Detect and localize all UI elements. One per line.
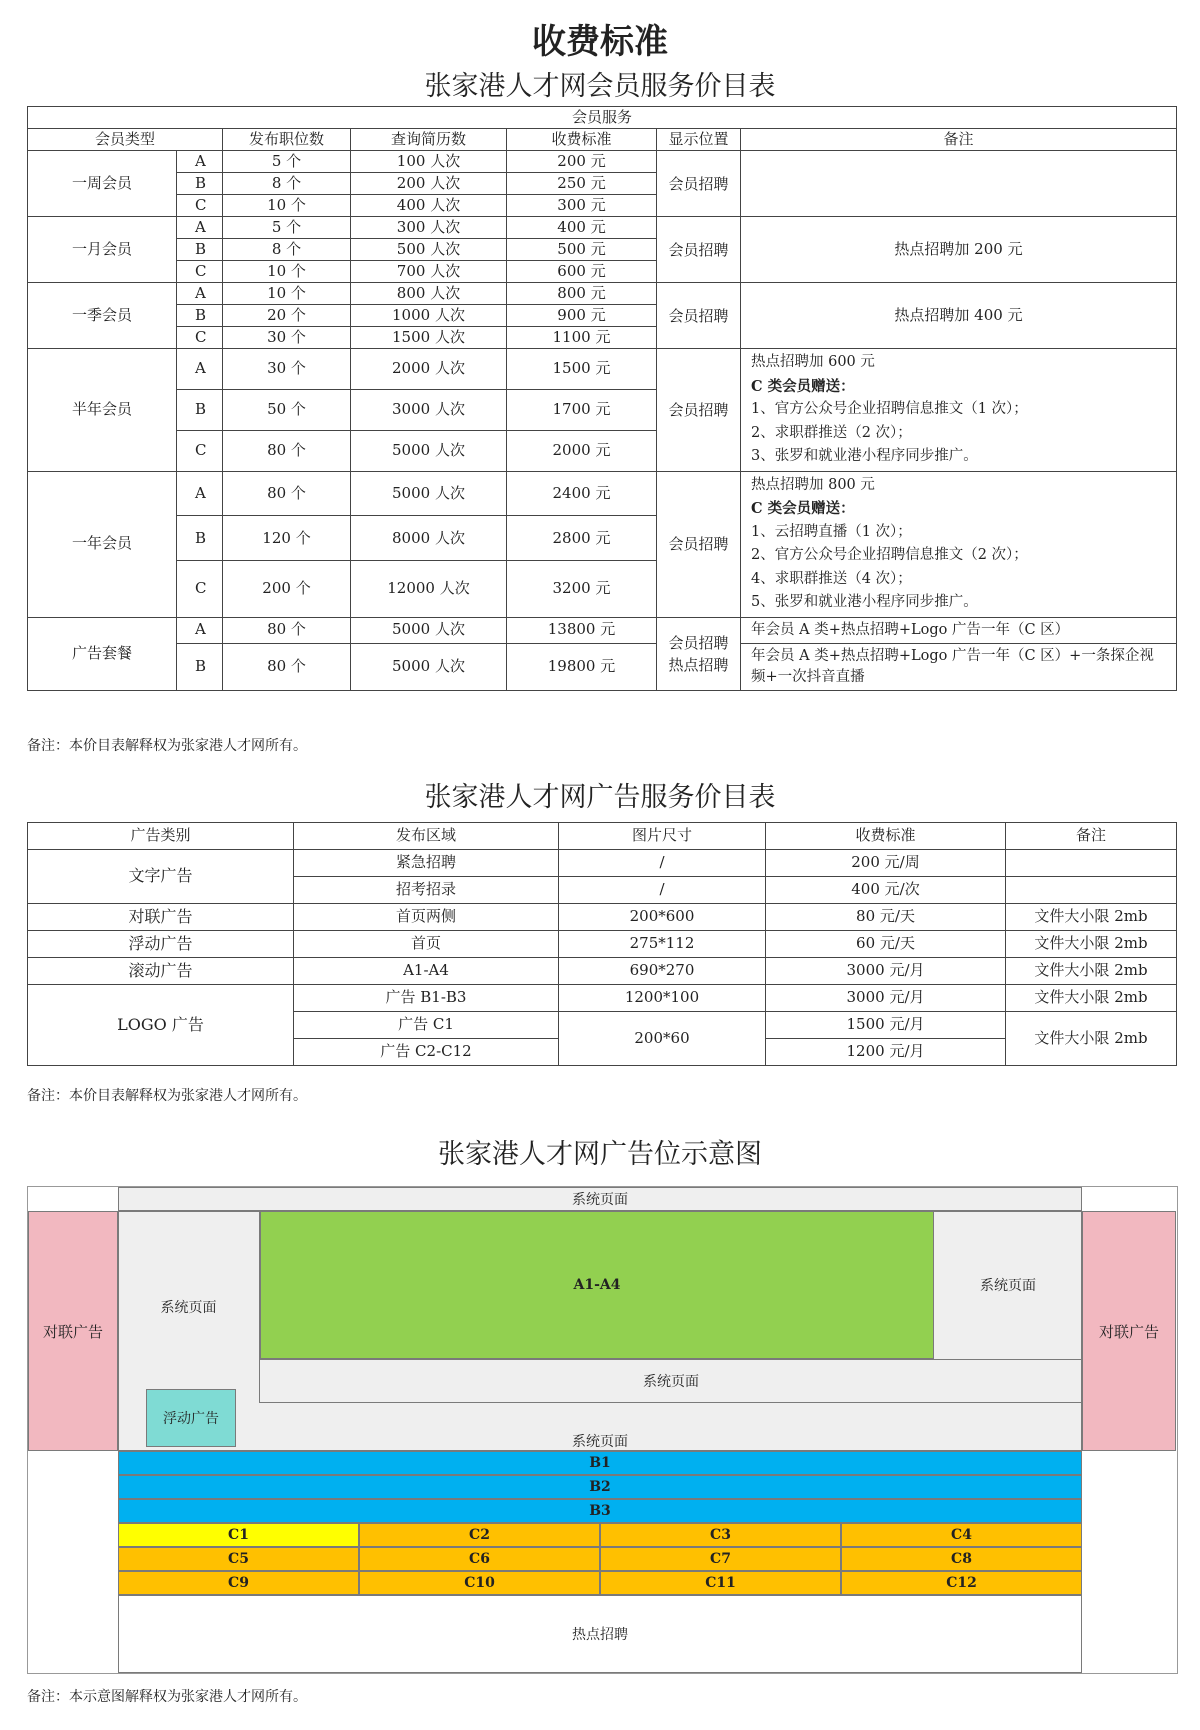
tier: C <box>177 430 223 471</box>
price: 200 元 <box>507 151 657 173</box>
couplet-ad-left: 对联广告 <box>28 1211 118 1451</box>
ad-category: 滚动广告 <box>28 958 294 985</box>
tier: A <box>177 617 223 643</box>
system-page-top: 系统页面 <box>118 1187 1082 1211</box>
price: 600 元 <box>507 261 657 283</box>
job-count: 8 个 <box>223 239 351 261</box>
job-count: 50 个 <box>223 389 351 430</box>
member-notes <box>741 217 1177 283</box>
ad-area: 广告 B1-B3 <box>294 985 559 1012</box>
price: 250 元 <box>507 173 657 195</box>
ad-size: / <box>559 850 766 877</box>
hot-recruit-area: 热点招聘 <box>118 1595 1082 1673</box>
ad-note: 文件大小限 2mb <box>1006 985 1177 1012</box>
c2-cell: C2 <box>359 1523 600 1547</box>
note-line: 热点招聘加 400 元 <box>894 305 1023 324</box>
resume-count: 5000 人次 <box>351 617 507 643</box>
table-row <box>28 985 1177 1012</box>
job-count: 120 个 <box>223 516 351 561</box>
member-type: 一年会员 <box>28 471 177 617</box>
tier: B <box>177 643 223 690</box>
c11-cell: C11 <box>600 1571 841 1595</box>
table-row <box>28 217 1177 239</box>
job-count: 5 个 <box>223 217 351 239</box>
job-count: 10 个 <box>223 283 351 305</box>
price: 500 元 <box>507 239 657 261</box>
ad-note: 文件大小限 2mb <box>1006 931 1177 958</box>
note-line: 热点招聘加 200 元 <box>894 239 1023 258</box>
price: 1500 元 <box>507 349 657 390</box>
ad-price: 1200 元/月 <box>766 1039 1006 1066</box>
note-line: 1、官方公众号企业招聘信息推文（1 次）； <box>751 401 1028 417</box>
ad-category: LOGO 广告 <box>28 985 294 1066</box>
ad-price: 60 元/天 <box>766 931 1006 958</box>
ad-category: 浮动广告 <box>28 931 294 958</box>
resume-count: 300 人次 <box>351 217 507 239</box>
member-notes <box>741 349 1177 472</box>
table-row <box>28 643 1177 690</box>
price: 3200 元 <box>507 561 657 617</box>
table-row <box>28 958 1177 985</box>
table-row <box>28 931 1177 958</box>
member-type: 半年会员 <box>28 349 177 472</box>
c10-cell: C10 <box>359 1571 600 1595</box>
col-header: 发布区域 <box>294 823 559 850</box>
ad-note <box>1006 877 1177 904</box>
job-count: 20 个 <box>223 305 351 327</box>
member-type: 一月会员 <box>28 217 177 283</box>
table-row <box>28 349 1177 390</box>
c12-cell: C12 <box>841 1571 1082 1595</box>
note-line: 4、求职群推送（4 次）； <box>751 570 912 587</box>
resume-count: 5000 人次 <box>351 471 507 516</box>
note-line: C 类会员赠送： <box>751 377 855 395</box>
price: 2000 元 <box>507 430 657 471</box>
ad-category: 对联广告 <box>28 904 294 931</box>
tier: A <box>177 217 223 239</box>
ad-area: 广告 C2-C12 <box>294 1039 559 1066</box>
c5-cell: C5 <box>118 1547 359 1571</box>
member-notes <box>741 283 1177 349</box>
c3-cell: C3 <box>600 1523 841 1547</box>
ad-category: 文字广告 <box>28 850 294 904</box>
c1-cell: C1 <box>118 1523 359 1547</box>
ad-note <box>1006 850 1177 877</box>
c9-cell: C9 <box>118 1571 359 1595</box>
header-row <box>28 129 1177 151</box>
member-notes <box>741 471 1177 617</box>
price: 13800 元 <box>507 617 657 643</box>
ad-note: 文件大小限 2mb <box>1006 1012 1177 1066</box>
resume-count: 8000 人次 <box>351 516 507 561</box>
group-header: 会员服务 <box>28 107 1177 129</box>
package-note: 年会员 A 类+热点招聘+Logo 广告一年（C 区） <box>741 617 1177 643</box>
ads-header-row <box>28 823 1177 850</box>
tier: B <box>177 305 223 327</box>
table-row <box>28 151 1177 173</box>
ad-area: 招考招录 <box>294 877 559 904</box>
note-line: 2、官方公众号企业招聘信息推文（2 次）； <box>751 547 1028 563</box>
price: 2400 元 <box>507 471 657 516</box>
resume-count: 700 人次 <box>351 261 507 283</box>
table-row <box>28 904 1177 931</box>
tier: C <box>177 561 223 617</box>
ad-note: 文件大小限 2mb <box>1006 958 1177 985</box>
tier: B <box>177 173 223 195</box>
job-count: 80 个 <box>223 643 351 690</box>
note-line: C 类会员赠送： <box>751 500 855 517</box>
c4-cell: C4 <box>841 1523 1082 1547</box>
col-header: 收费标准 <box>507 129 657 151</box>
display-position: 会员招聘 <box>657 471 741 617</box>
system-page-right: 系统页面 <box>980 1278 1036 1294</box>
b2-row: B2 <box>118 1475 1082 1499</box>
group-header-row <box>28 107 1177 129</box>
job-count: 80 个 <box>223 430 351 471</box>
display-position: 会员招聘 <box>657 217 741 283</box>
col-header: 发布职位数 <box>223 129 351 151</box>
resume-count: 12000 人次 <box>351 561 507 617</box>
membership-footnote: 备注：本价目表解释权为张家港人才网所有。 <box>27 738 307 754</box>
resume-count: 2000 人次 <box>351 349 507 390</box>
col-header: 备注 <box>1006 823 1177 850</box>
ad-price: 200 元/周 <box>766 850 1006 877</box>
display-position: 会员招聘 <box>657 283 741 349</box>
member-type: 一季会员 <box>28 283 177 349</box>
resume-count: 5000 人次 <box>351 643 507 690</box>
resume-count: 1000 人次 <box>351 305 507 327</box>
resume-count: 800 人次 <box>351 283 507 305</box>
tier: A <box>177 349 223 390</box>
ad-area: 广告 C1 <box>294 1012 559 1039</box>
price: 19800 元 <box>507 643 657 690</box>
note-line: 5、张罗和就业港小程序同步推广。 <box>751 594 978 610</box>
ad-price: 3000 元/月 <box>766 958 1006 985</box>
table-row <box>28 283 1177 305</box>
display-position: 会员招聘 <box>657 349 741 472</box>
job-count: 80 个 <box>223 471 351 516</box>
job-count: 5 个 <box>223 151 351 173</box>
c7-cell: C7 <box>600 1547 841 1571</box>
job-count: 8 个 <box>223 173 351 195</box>
ad-note: 文件大小限 2mb <box>1006 904 1177 931</box>
job-count: 10 个 <box>223 261 351 283</box>
floating-ad: 浮动广告 <box>146 1389 236 1447</box>
tier: C <box>177 261 223 283</box>
ad-area: 紧急招聘 <box>294 850 559 877</box>
table-row <box>28 471 1177 516</box>
tier: A <box>177 283 223 305</box>
page-title: 收费标准 <box>532 22 668 62</box>
price: 900 元 <box>507 305 657 327</box>
ad-size: 200*60 <box>559 1012 766 1066</box>
diagram-title: 张家港人才网广告位示意图 <box>438 1139 762 1170</box>
ad-size: 200*600 <box>559 904 766 931</box>
job-count: 200 个 <box>223 561 351 617</box>
ad-size: 1200*100 <box>559 985 766 1012</box>
col-header: 图片尺寸 <box>559 823 766 850</box>
tier: A <box>177 151 223 173</box>
resume-count: 200 人次 <box>351 173 507 195</box>
ad-price: 3000 元/月 <box>766 985 1006 1012</box>
tier: B <box>177 239 223 261</box>
tier: A <box>177 471 223 516</box>
ad-area: 首页 <box>294 931 559 958</box>
note-line: 1、云招聘直播（1 次）； <box>751 523 912 540</box>
note-line: 热点招聘加 800 元 <box>751 476 875 493</box>
col-header: 广告类别 <box>28 823 294 850</box>
display-position: 会员招聘 热点招聘 <box>657 617 741 690</box>
system-page-left: 系统页面 <box>118 1211 260 1403</box>
b3-row: B3 <box>118 1499 1082 1523</box>
ad-size: 690*270 <box>559 958 766 985</box>
couplet-ad-right: 对联广告 <box>1082 1211 1176 1451</box>
tier: B <box>177 516 223 561</box>
job-count: 30 个 <box>223 327 351 349</box>
resume-count: 3000 人次 <box>351 389 507 430</box>
resume-count: 100 人次 <box>351 151 507 173</box>
ad-price: 1500 元/月 <box>766 1012 1006 1039</box>
note-line: 热点招聘加 600 元 <box>751 354 875 370</box>
tier: C <box>177 327 223 349</box>
package-note: 年会员 A 类+热点招聘+Logo 广告一年（C 区）+一条探企视频+一次抖音直播 <box>741 643 1177 690</box>
table-row <box>28 850 1177 877</box>
ads-price-table <box>27 822 1177 1066</box>
tier: B <box>177 389 223 430</box>
ad-price: 80 元/天 <box>766 904 1006 931</box>
col-header: 备注 <box>741 129 1177 151</box>
price: 1100 元 <box>507 327 657 349</box>
resume-count: 500 人次 <box>351 239 507 261</box>
job-count: 30 个 <box>223 349 351 390</box>
job-count: 10 个 <box>223 195 351 217</box>
member-type: 一周会员 <box>28 151 177 217</box>
col-header: 收费标准 <box>766 823 1006 850</box>
table-row <box>28 617 1177 643</box>
tier: C <box>177 195 223 217</box>
note-line: 2、求职群推送（2 次）； <box>751 424 912 441</box>
b1-row: B1 <box>118 1451 1082 1475</box>
ad-size: 275*112 <box>559 931 766 958</box>
diagram-footnote: 备注：本示意图解释权为张家港人才网所有。 <box>27 1689 307 1705</box>
resume-count: 400 人次 <box>351 195 507 217</box>
ad-price: 400 元/次 <box>766 877 1006 904</box>
ad-size: / <box>559 877 766 904</box>
price: 300 元 <box>507 195 657 217</box>
resume-count: 5000 人次 <box>351 430 507 471</box>
price: 800 元 <box>507 283 657 305</box>
ad-area: A1-A4 <box>294 958 559 985</box>
display-position: 会员招聘 <box>657 151 741 217</box>
col-header: 查询简历数 <box>351 129 507 151</box>
membership-table-title: 张家港人才网会员服务价目表 <box>424 71 776 102</box>
member-notes <box>741 151 1177 217</box>
ad-area: 首页两侧 <box>294 904 559 931</box>
ads-table-title: 张家港人才网广告服务价目表 <box>424 782 776 813</box>
membership-price-table <box>27 106 1177 691</box>
c6-cell: C6 <box>359 1547 600 1571</box>
resume-count: 1500 人次 <box>351 327 507 349</box>
price: 1700 元 <box>507 389 657 430</box>
ads-footnote: 备注：本价目表解释权为张家港人才网所有。 <box>27 1088 307 1104</box>
ad-position-diagram <box>27 1186 1178 1674</box>
job-count: 80 个 <box>223 617 351 643</box>
col-header: 会员类型 <box>28 129 223 151</box>
system-page-middle: 系统页面 <box>260 1359 1082 1403</box>
system-page-bottom: 系统页面 <box>572 1434 628 1450</box>
col-header: 显示位置 <box>657 129 741 151</box>
price: 400 元 <box>507 217 657 239</box>
note-line: 3、张罗和就业港小程序同步推广。 <box>751 448 978 464</box>
member-type: 广告套餐 <box>28 617 177 690</box>
a1-a4-block: A1-A4 <box>260 1211 934 1359</box>
c8-cell: C8 <box>841 1547 1082 1571</box>
price: 2800 元 <box>507 516 657 561</box>
